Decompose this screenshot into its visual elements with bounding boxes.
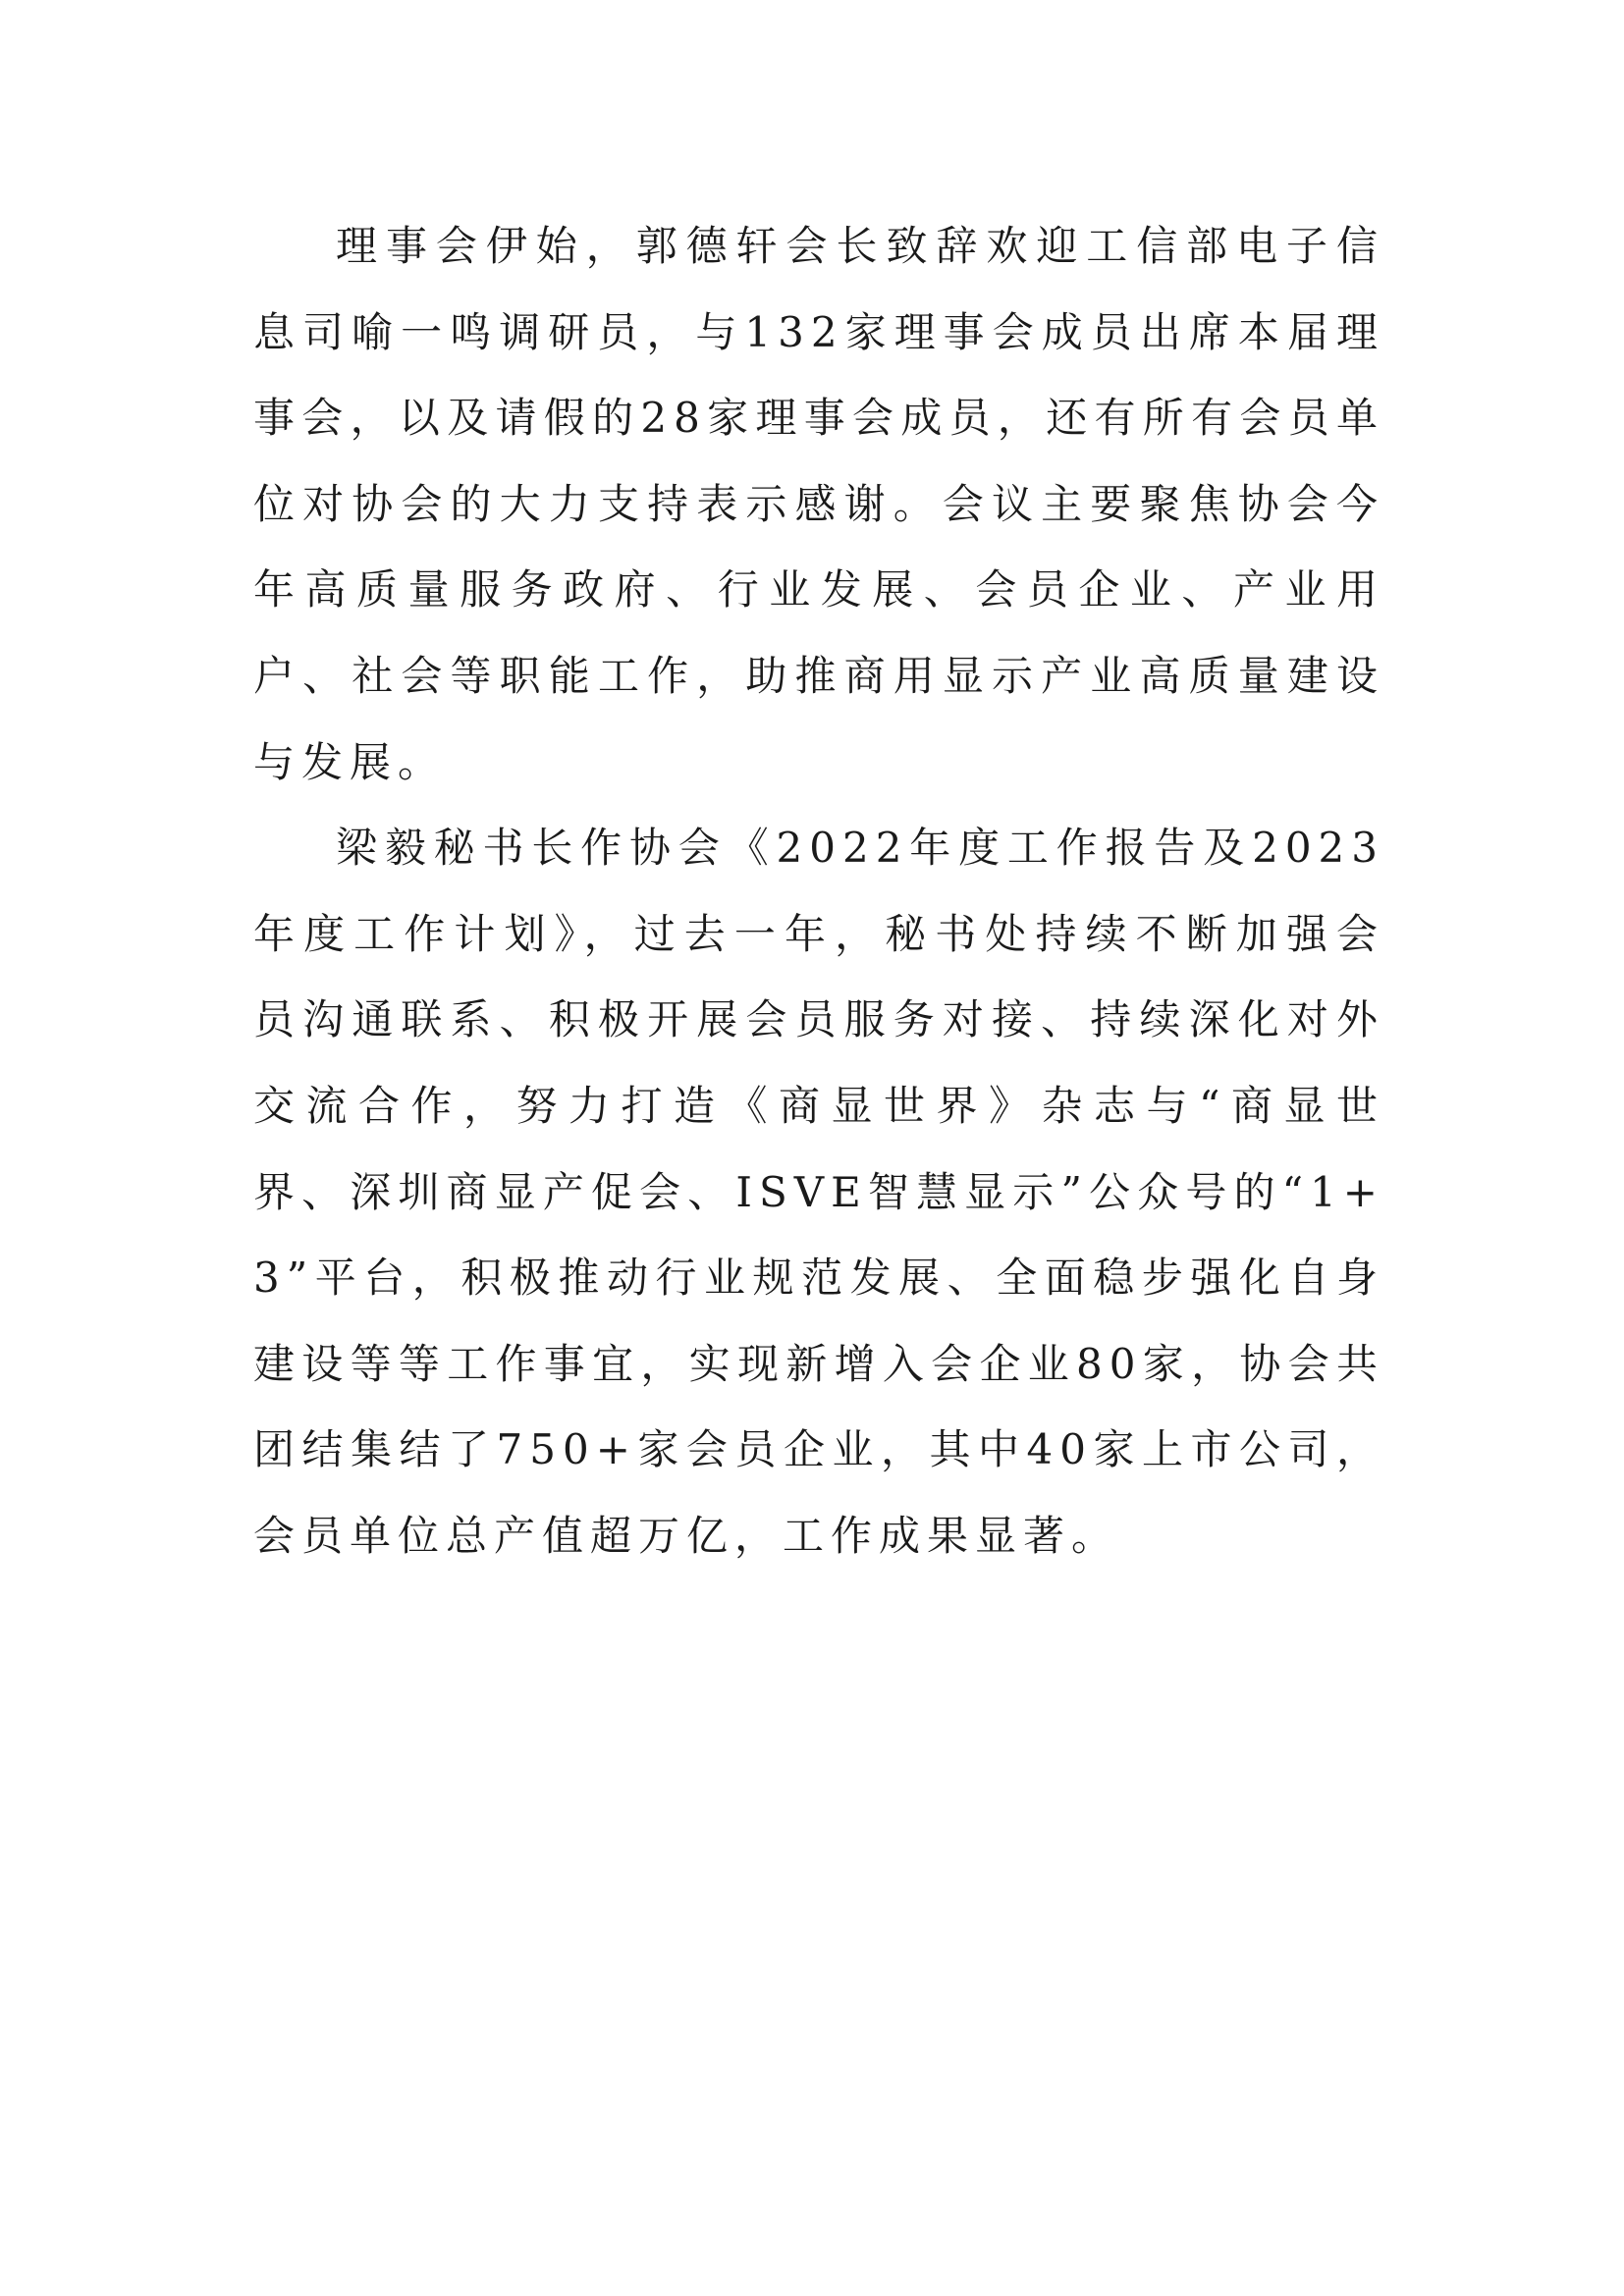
paragraph-council-opening: 理事会伊始，郭德轩会长致辞欢迎工信部电子信息司喻一鸣调研员，与132家理事会成员出席本届理事会，以及请假的28家理事会成员，还有所有会员单位对协会的大力支持表示感谢。会议主要聚焦协会今年高质量服务政府、行业发展、会员企业、产业用户、社会等职能工作，助推商用显示产业高质量建设与发展。 (253, 222, 1384, 786)
paragraph-work-report: 梁毅秘书长作协会《2022年度工作报告及2023年度工作计划》，过去一年，秘书处持续不断加强会员沟通联系、积极开展会员服务对接、持续深化对外交流合作，努力打造《商显世界》杂志与“商显世界、深圳商显产促会、ISVE智慧显示”公众号的“1+3”平台，积极推动行业规范发展、全面稳步强化自身建设等等工作事宜，实现新增入会企业80家，协会共团结集结了750+家会员企业，其中40家上市公司，会员单位总产值超万亿，工作成果显著。 (253, 824, 1384, 1560)
document-body (253, 203, 1384, 1579)
